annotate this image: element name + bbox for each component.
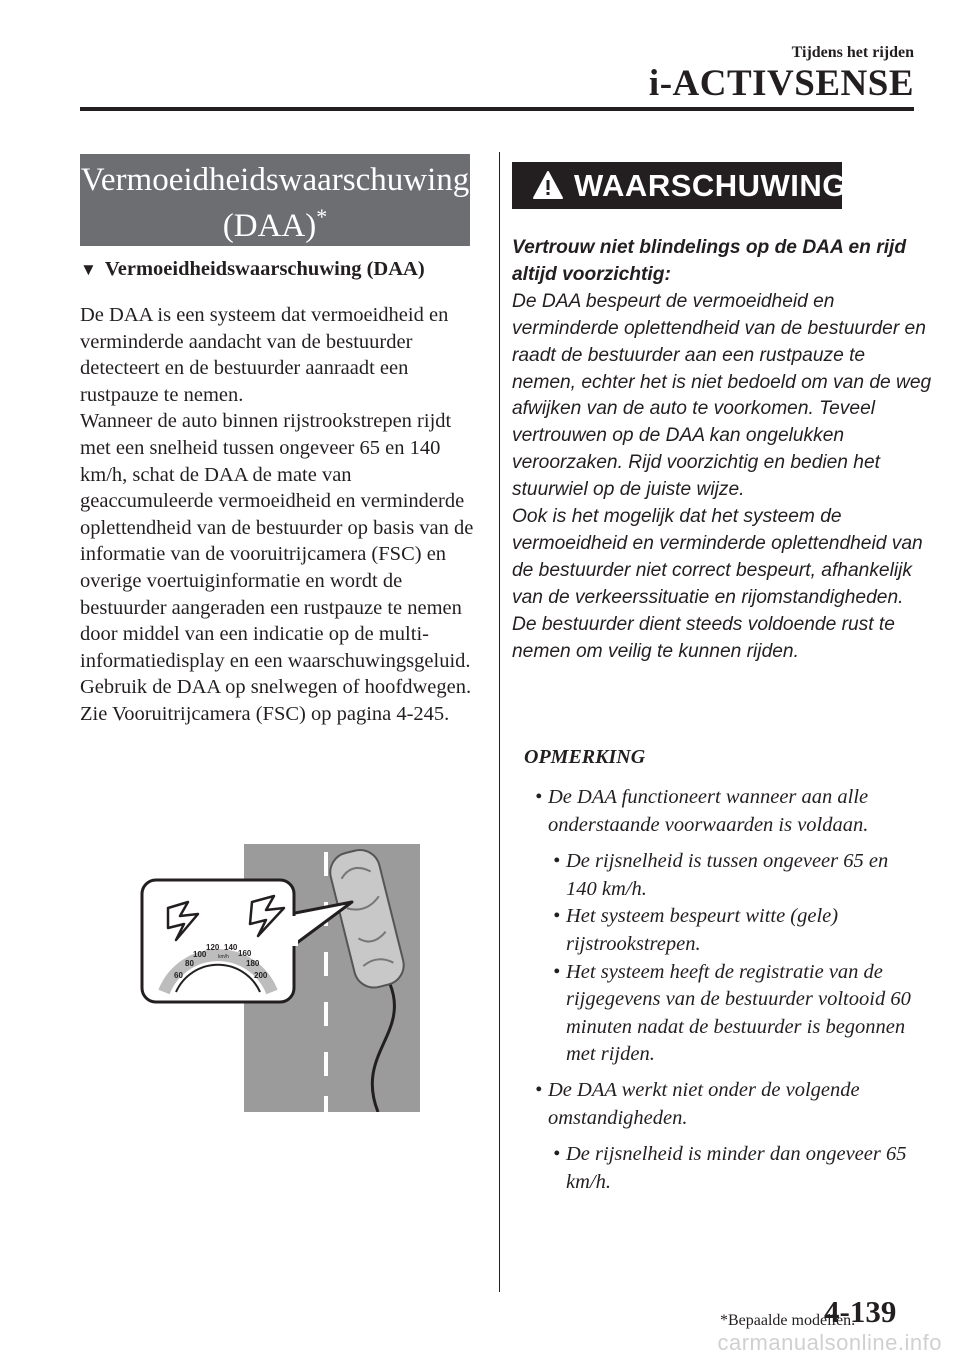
page-title-box [80, 154, 470, 246]
note-subitem-text: De rijsnelheid is minder dan ongeveer 65 km/h. [566, 1143, 907, 1193]
bullet: • [535, 786, 543, 808]
note-sublist [542, 848, 919, 1069]
note-item-text: De DAA werkt niet onder de volgende omstandigheden. [548, 1078, 860, 1129]
note-item [524, 1077, 919, 1132]
body-paragraph: Gebruik de DAA op snelwegen of hoofdwegen. [80, 676, 472, 699]
page-number: 4-139 [824, 1294, 897, 1329]
subheading-text: Vermoeidheidswaarschuwing (DAA) [104, 258, 425, 280]
body-text [80, 302, 480, 728]
note-title: OPMERKING [524, 746, 646, 768]
note-subitem-text: De rijsnelheid is tussen ongeveer 65 en 140 km/h. [566, 850, 889, 900]
body-paragraph: De DAA is een systeem dat vermoeidheid en verminderde aandacht van de bestuurder detecteert en de bestuurder aanraadt een rustpauze te nemen. [80, 304, 449, 406]
gauge-number: 60 [174, 971, 183, 980]
header-rule [80, 107, 914, 111]
note-subitem [542, 903, 919, 958]
gauge-number: 160 [238, 949, 252, 958]
note-sublist [542, 1141, 919, 1196]
gauge-number: 200 [254, 971, 268, 980]
gauge-number: 120 [206, 943, 220, 952]
daa-illustration [140, 844, 420, 1112]
model-asterisk: * [316, 204, 328, 229]
note-subitem-text: Het systeem heeft de registratie van de rijgegevens van de bestuurder voltooid 60 minuten nadat de bestuurder is begonnen met rijden. [566, 960, 911, 1066]
warning-text [512, 235, 932, 666]
body-paragraph: Zie Vooruitrijcamera (FSC) op pagina 4-245. [80, 702, 450, 725]
section-title: Tijdens het rijden [791, 44, 914, 61]
note-item-text: De DAA functioneert wanneer aan alle onderstaande voorwaarden is voldaan. [548, 786, 869, 836]
subheading [80, 258, 425, 281]
callout-joint [290, 916, 298, 946]
warning-paragraph: De DAA bespeurt de vermoeidheid en verminderde oplettendheid van de bestuurder en raadt de bestuurder aan een rustpauze te nemen, echter het is niet bedoeld om van de weg afwijken van de auto te voorkomen. Teveel vertrouwen op de DAA kan ongelukken veroorzaken. Rijd voorzichtig en bedien het stuurwiel op de juiste wijze. [512, 290, 932, 501]
bullet: • [553, 905, 561, 928]
note-subitem [542, 1141, 919, 1196]
warning-bold-line: Vertrouw niet blindelings op de DAA en rijd altijd voorzichtig: [512, 237, 907, 285]
note-subitem-text: Het systeem bespeurt witte (gele) rijstrookstrepen. [566, 905, 839, 955]
footnote: *Bepaalde modellen. [720, 1312, 856, 1329]
watermark: carmanualsonline.info [717, 1330, 942, 1355]
page-title-abbrev: (DAA) [222, 208, 317, 244]
warning-paragraph: Ook is het mogelijk dat het systeem de vermoeidheid en verminderde oplettendheid van de bestuurder niet correct bespeurt, afhankelijk van de verkeerssituatie en rijomstandigheden. De bestuurder dient steeds voldoende rust te nemen om veilig te kunnen rijden. [512, 506, 923, 662]
note-item [524, 784, 919, 839]
warning-label: WAARSCHUWING [574, 168, 847, 203]
gauge-number: 180 [246, 959, 260, 968]
gauge-number: 100 [193, 950, 207, 959]
note-subitem [542, 959, 919, 1069]
warning-banner [512, 162, 847, 209]
column-divider [499, 152, 500, 1292]
bullet: • [535, 1078, 543, 1101]
gauge-unit: km/h [218, 954, 229, 960]
down-triangle-icon: ▼ [80, 260, 97, 279]
note-list [524, 784, 919, 1196]
illustration-svg [140, 844, 420, 1112]
bullet: • [553, 850, 561, 873]
gauge-number: 140 [224, 943, 238, 952]
bullet: • [553, 960, 561, 983]
warning-triangle-icon [532, 170, 564, 200]
chapter-title: i-ACTIVSENSE [648, 63, 914, 104]
body-paragraph: Wanneer de auto binnen rijstrookstrepen rijdt met een snelheid tussen ongeveer 65 en 140 km/h, schat de DAA de mate van geaccumuleerde vermoeidheid en verminderde oplettendheid van de bestuurder op basis van de informatie van de vooruitrijcamera (FSC) en overige voertuiginformatie en wordt de bestuurder aangeraden een rustpauze te nemen door middel van een indicatie op de multi-informatiedisplay en een waarschuwingsgeluid. [80, 410, 474, 672]
gauge-number: 80 [185, 959, 194, 968]
note-subitem [542, 848, 919, 903]
bullet: • [553, 1143, 561, 1166]
page-title-line2 [80, 204, 470, 245]
page-title-line1: Vermoeidheidswaarschuwing [80, 162, 470, 198]
